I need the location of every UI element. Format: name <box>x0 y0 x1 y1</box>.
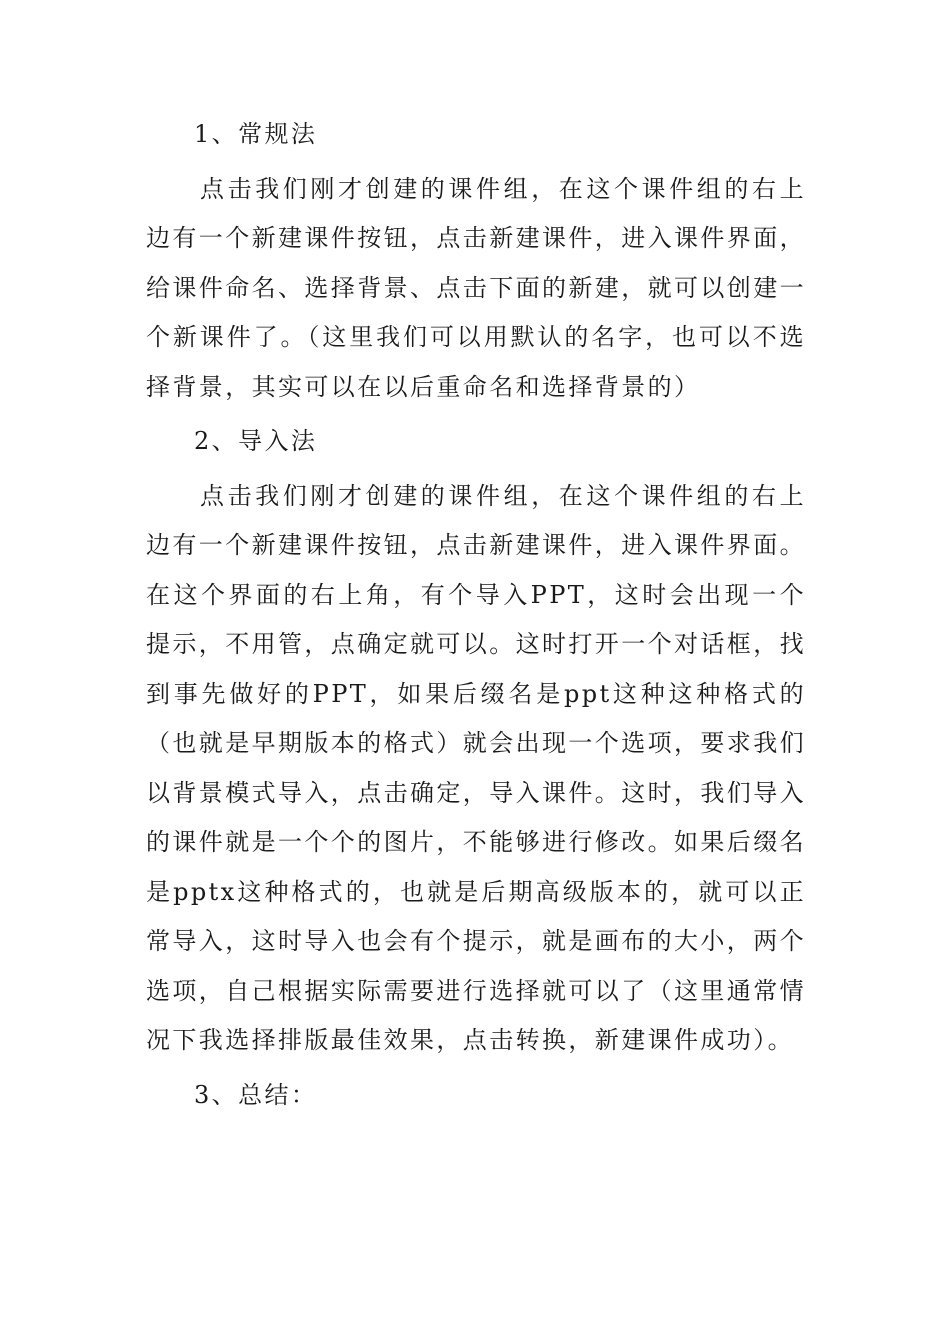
section-heading-3: 3、总结： <box>194 1080 318 1109</box>
section-heading-1: 1、常规法 <box>194 120 318 148</box>
section-paragraph-2: 点击我们刚才创建的课件组，在这个课件组的右上边有一个新建课件按钮，点击新建课件，进入课件界面。在这个界面的右上角，有个导入PPT，这时会出现一个提示，不用管，点确定就可以。这时打开一个对话框，找到事先做好的PPT，如果后缀名是ppt这种这种格式的（也就是早期版本的格式）就会出现一个选项，要求我们以背景模式导入，点击确定，导入课件。这时，我们导入的课件就是一个个的图片，不能够进行修改。如果后缀名是pptx这种格式的，也就是后期高级版本的，就可以正常导入，这时导入也会有个提示，就是画布的大小，两个选项，自己根据实际需要进行选择就可以了（这里通常情况下我选择排版最佳效果，点击转换，新建课件成功）。 <box>146 481 806 1054</box>
document-body <box>146 110 806 1125</box>
section-paragraph-1: 点击我们刚才创建的课件组，在这个课件组的右上边有一个新建课件按钮，点击新建课件，进入课件界面，给课件命名、选择背景、点击下面的新建，就可以创建一个新课件了。（这里我们可以用默认的名字，也可以不选择背景，其实可以在以后重命名和选择背景的） <box>146 174 806 401</box>
section-heading-2: 2、导入法 <box>194 427 318 455</box>
